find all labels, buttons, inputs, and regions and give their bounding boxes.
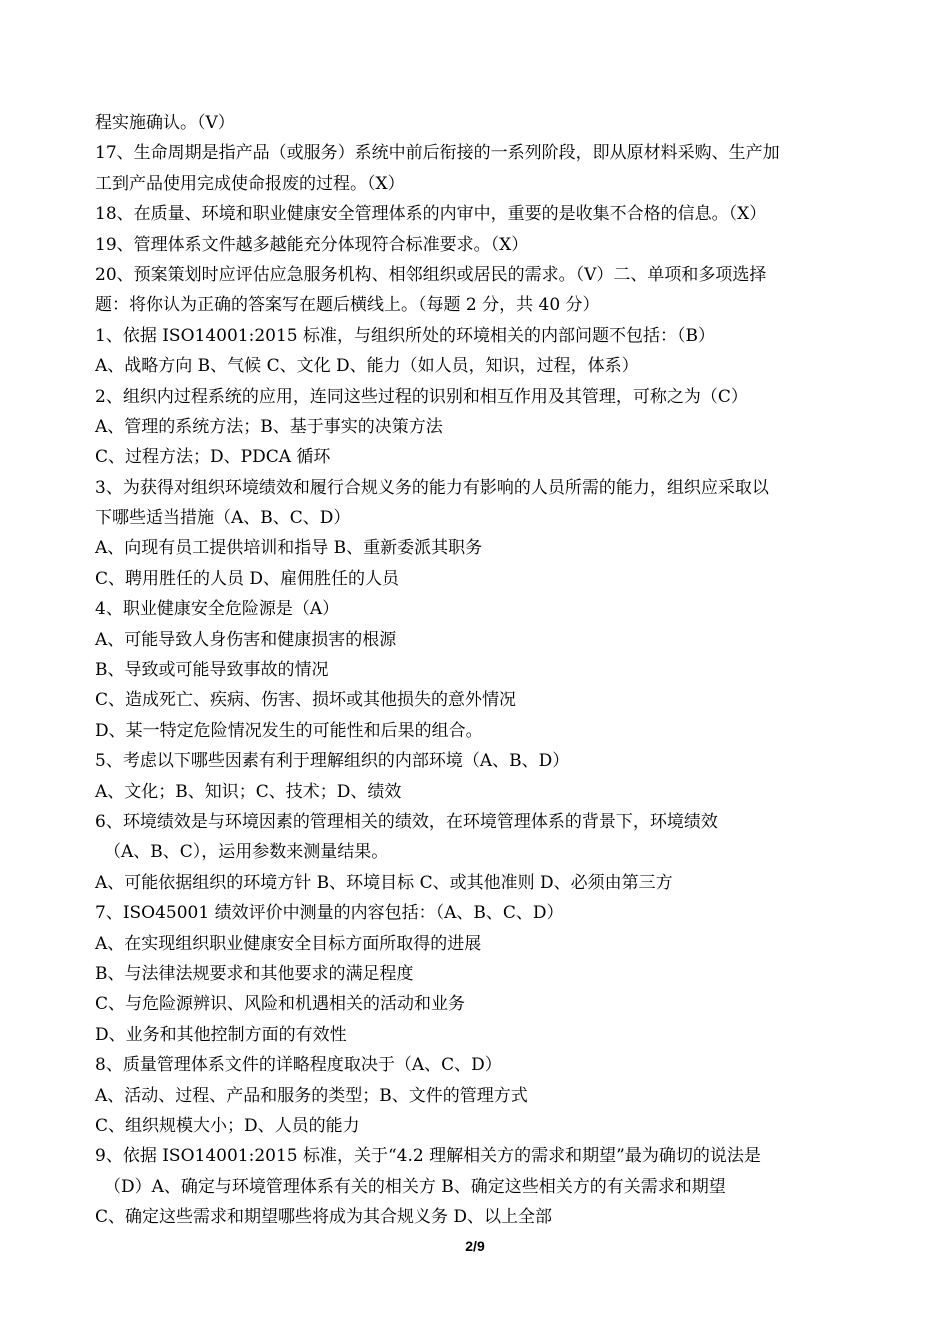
option-line: A、可能依据组织的环境方针 B、环境目标 C、或其他准则 D、必须由第三方 xyxy=(95,872,673,893)
text-line: 17、生命周期是指产品（或服务）系统中前后衔接的一系列阶段，即从原材料采购、生产加 xyxy=(95,143,780,164)
text-line: 下哪些适当措施（A、B、C、D） xyxy=(95,508,351,529)
question-4: 4、职业健康安全危险源是（A） xyxy=(95,599,340,620)
question-2: 2、组织内过程系统的应用，连同这些过程的识别和相互作用及其管理，可称之为（C） xyxy=(95,386,748,407)
text-line: 程实施确认。（V） xyxy=(95,113,235,133)
option-line: B、导致或可能导致事故的情况 xyxy=(95,660,329,681)
option-line: A、在实现组织职业健康安全目标方面所取得的进展 xyxy=(95,933,482,954)
option-line: A、可能导致人身伤害和健康损害的根源 xyxy=(95,629,397,650)
question-6: 6、环境绩效是与环境因素的管理相关的绩效，在环境管理体系的背景下，环境绩效 xyxy=(95,811,718,832)
option-line: A、活动、过程、产品和服务的类型；B、文件的管理方式 xyxy=(95,1085,528,1106)
text-line: （A、B、C），运用参数来测量结果。 xyxy=(104,842,389,863)
option-line: A、文化；B、知识；C、技术；D、绩效 xyxy=(95,781,402,802)
question-8: 8、质量管理体系文件的详略程度取决于（A、C、D） xyxy=(95,1055,502,1076)
option-line: C、过程方法；D、PDCA 循环 xyxy=(95,447,331,468)
option-line: C、聘用胜任的人员 D、雇佣胜任的人员 xyxy=(95,568,400,589)
option-line: C、组织规模大小；D、人员的能力 xyxy=(95,1115,360,1136)
option-line: A、向现有员工提供培训和指导 B、重新委派其职务 xyxy=(95,538,483,559)
question-5: 5、考虑以下哪些因素有利于理解组织的内部环境（A、B、D） xyxy=(95,751,570,772)
question-7: 7、ISO45001 绩效评价中测量的内容包括：（A、B、C、D） xyxy=(95,903,564,924)
text-line: 工到产品使用完成使命报废的过程。（X） xyxy=(95,173,405,194)
option-line: A、管理的系统方法；B、基于事实的决策方法 xyxy=(95,416,443,437)
question-1: 1、依据 ISO14001:2015 标准，与组织所处的环境相关的内部问题不包括：（B） xyxy=(95,325,715,346)
option-line: C、与危险源辨识、风险和机遇相关的活动和业务 xyxy=(95,994,466,1015)
page-number: 2/9 xyxy=(465,1238,485,1254)
text-line: 19、管理体系文件越多越能充分体现符合标准要求。（X） xyxy=(95,234,529,255)
text-line: 18、在质量、环境和职业健康安全管理体系的内审中，重要的是收集不合格的信息。（X） xyxy=(95,204,767,225)
question-3: 3、为获得对组织环境绩效和履行合规义务的能力有影响的人员所需的能力，组织应采取以 xyxy=(95,477,769,498)
option-line: C、确定这些需求和期望哪些将成为其合规义务 D、以上全部 xyxy=(95,1207,553,1228)
option-line: C、造成死亡、疾病、伤害、损坏或其他损失的意外情况 xyxy=(95,690,517,711)
option-line: A、战略方向 B、气候 C、文化 D、能力（如人员，知识，过程，体系） xyxy=(95,356,639,377)
option-line: B、与法律法规要求和其他要求的满足程度 xyxy=(95,963,414,984)
option-line: D、业务和其他控制方面的有效性 xyxy=(95,1024,347,1045)
option-line: D、某一特定危险情况发生的可能性和后果的组合。 xyxy=(95,720,483,741)
option-line: （D）A、确定与环境管理体系有关的相关方 B、确定这些相关方的有关需求和期望 xyxy=(104,1176,726,1197)
text-line: 20、预案策划时应评估应急服务机构、相邻组织或居民的需求。（V）二、单项和多项选择 xyxy=(95,264,767,285)
document-body xyxy=(95,108,875,1232)
text-line: 题：将你认为正确的答案写在题后横线上。（每题 2 分，共 40 分） xyxy=(95,295,600,316)
question-9: 9、依据 ISO14001:2015 标准，关于“4.2 理解相关方的需求和期望”最为确切的说法是 xyxy=(95,1146,761,1167)
